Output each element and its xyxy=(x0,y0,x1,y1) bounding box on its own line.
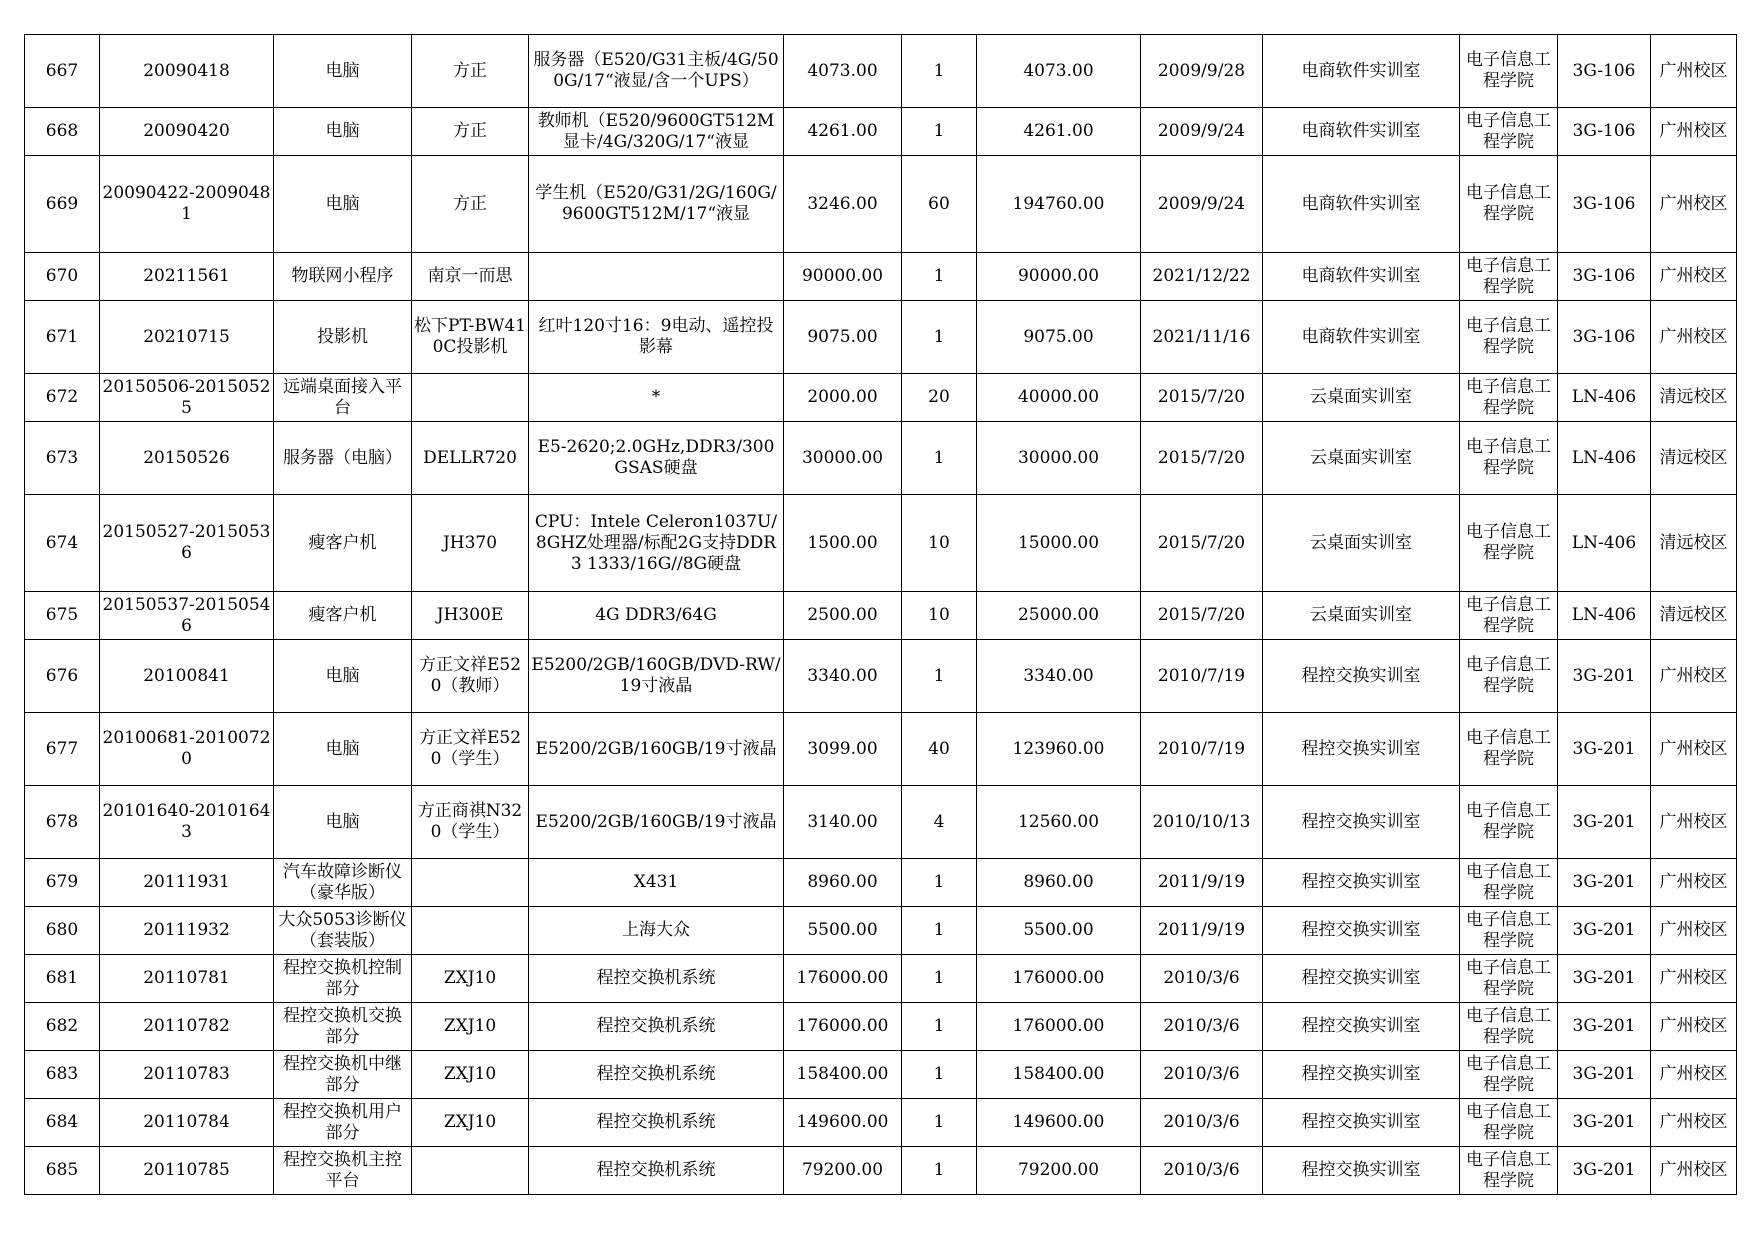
cell-asset-code: 20111931 xyxy=(100,859,274,907)
cell-specification: CPU：Intele Celeron1037U/8GHZ处理器/标配2G支持DDR3 1333/16G//8G硬盘 xyxy=(529,495,784,592)
cell-unit-price: 3140.00 xyxy=(784,786,902,859)
cell-asset-name: 瘦客户机 xyxy=(274,592,412,640)
cell-purchase-date: 2009/9/24 xyxy=(1141,108,1263,156)
cell-location: 3G-106 xyxy=(1558,253,1651,301)
cell-unit-price: 2500.00 xyxy=(784,592,902,640)
cell-brand-model xyxy=(412,374,529,422)
cell-purchase-date: 2010/3/6 xyxy=(1141,955,1263,1003)
cell-asset-code: 20110785 xyxy=(100,1147,274,1195)
cell-amount: 15000.00 xyxy=(977,495,1141,592)
cell-seq: 684 xyxy=(25,1099,100,1147)
cell-campus: 广州校区 xyxy=(1651,1051,1737,1099)
cell-asset-name: 电脑 xyxy=(274,786,412,859)
cell-brand-model: JH370 xyxy=(412,495,529,592)
cell-department: 电子信息工程学院 xyxy=(1460,640,1558,713)
cell-unit-price: 8960.00 xyxy=(784,859,902,907)
cell-amount: 4073.00 xyxy=(977,35,1141,108)
cell-quantity: 1 xyxy=(902,1051,977,1099)
cell-asset-code: 20090422-20090481 xyxy=(100,156,274,253)
cell-quantity: 1 xyxy=(902,1147,977,1195)
cell-location: LN-406 xyxy=(1558,495,1651,592)
cell-asset-name: 程控交换机控制部分 xyxy=(274,955,412,1003)
cell-specification: E5-2620;2.0GHz,DDR3/300GSAS硬盘 xyxy=(529,422,784,495)
cell-location: 3G-106 xyxy=(1558,156,1651,253)
cell-amount: 9075.00 xyxy=(977,301,1141,374)
table-row xyxy=(25,640,1737,713)
cell-seq: 667 xyxy=(25,35,100,108)
cell-campus: 广州校区 xyxy=(1651,1003,1737,1051)
cell-asset-name: 电脑 xyxy=(274,640,412,713)
cell-asset-code: 20150537-20150546 xyxy=(100,592,274,640)
cell-purchase-date: 2009/9/28 xyxy=(1141,35,1263,108)
cell-quantity: 1 xyxy=(902,301,977,374)
cell-lab-room: 云桌面实训室 xyxy=(1263,592,1460,640)
cell-unit-price: 3246.00 xyxy=(784,156,902,253)
cell-asset-code: 20110784 xyxy=(100,1099,274,1147)
cell-purchase-date: 2010/3/6 xyxy=(1141,1003,1263,1051)
table-row xyxy=(25,156,1737,253)
cell-location: 3G-201 xyxy=(1558,713,1651,786)
cell-seq: 672 xyxy=(25,374,100,422)
cell-specification: 教师机（E520/9600GT512M显卡/4G/320G/17“液显 xyxy=(529,108,784,156)
cell-unit-price: 79200.00 xyxy=(784,1147,902,1195)
cell-lab-room: 电商软件实训室 xyxy=(1263,301,1460,374)
cell-amount: 176000.00 xyxy=(977,1003,1141,1051)
cell-department: 电子信息工程学院 xyxy=(1460,592,1558,640)
cell-quantity: 60 xyxy=(902,156,977,253)
cell-purchase-date: 2009/9/24 xyxy=(1141,156,1263,253)
table-row xyxy=(25,1147,1737,1195)
cell-specification: * xyxy=(529,374,784,422)
cell-unit-price: 9075.00 xyxy=(784,301,902,374)
cell-purchase-date: 2015/7/20 xyxy=(1141,592,1263,640)
cell-specification: E5200/2GB/160GB/DVD-RW/19寸液晶 xyxy=(529,640,784,713)
cell-asset-name: 程控交换机主控平台 xyxy=(274,1147,412,1195)
cell-unit-price: 176000.00 xyxy=(784,955,902,1003)
cell-seq: 671 xyxy=(25,301,100,374)
cell-campus: 广州校区 xyxy=(1651,156,1737,253)
cell-campus: 广州校区 xyxy=(1651,1099,1737,1147)
cell-specification: 学生机（E520/G31/2G/160G/9600GT512M/17“液显 xyxy=(529,156,784,253)
cell-lab-room: 电商软件实训室 xyxy=(1263,35,1460,108)
cell-department: 电子信息工程学院 xyxy=(1460,374,1558,422)
cell-department: 电子信息工程学院 xyxy=(1460,108,1558,156)
table-row xyxy=(25,374,1737,422)
cell-location: 3G-201 xyxy=(1558,1099,1651,1147)
cell-seq: 682 xyxy=(25,1003,100,1051)
cell-asset-code: 20150527-20150536 xyxy=(100,495,274,592)
cell-lab-room: 云桌面实训室 xyxy=(1263,374,1460,422)
cell-brand-model: JH300E xyxy=(412,592,529,640)
cell-lab-room: 程控交换实训室 xyxy=(1263,786,1460,859)
cell-quantity: 1 xyxy=(902,108,977,156)
cell-department: 电子信息工程学院 xyxy=(1460,713,1558,786)
cell-amount: 158400.00 xyxy=(977,1051,1141,1099)
cell-seq: 670 xyxy=(25,253,100,301)
table-row xyxy=(25,422,1737,495)
cell-department: 电子信息工程学院 xyxy=(1460,907,1558,955)
cell-seq: 677 xyxy=(25,713,100,786)
cell-campus: 广州校区 xyxy=(1651,301,1737,374)
table-row xyxy=(25,253,1737,301)
cell-location: 3G-201 xyxy=(1558,1003,1651,1051)
cell-brand-model: ZXJ10 xyxy=(412,1051,529,1099)
cell-unit-price: 5500.00 xyxy=(784,907,902,955)
cell-location: LN-406 xyxy=(1558,374,1651,422)
cell-location: 3G-201 xyxy=(1558,1051,1651,1099)
cell-lab-room: 电商软件实训室 xyxy=(1263,156,1460,253)
cell-lab-room: 程控交换实训室 xyxy=(1263,1147,1460,1195)
table-row xyxy=(25,1099,1737,1147)
cell-unit-price: 149600.00 xyxy=(784,1099,902,1147)
cell-asset-name: 电脑 xyxy=(274,156,412,253)
cell-unit-price: 4073.00 xyxy=(784,35,902,108)
cell-location: 3G-201 xyxy=(1558,955,1651,1003)
cell-quantity: 40 xyxy=(902,713,977,786)
cell-lab-room: 程控交换实训室 xyxy=(1263,1099,1460,1147)
cell-specification: E5200/2GB/160GB/19寸液晶 xyxy=(529,713,784,786)
cell-department: 电子信息工程学院 xyxy=(1460,1051,1558,1099)
cell-asset-name: 瘦客户机 xyxy=(274,495,412,592)
cell-department: 电子信息工程学院 xyxy=(1460,301,1558,374)
table-row xyxy=(25,713,1737,786)
cell-seq: 676 xyxy=(25,640,100,713)
cell-unit-price: 4261.00 xyxy=(784,108,902,156)
cell-seq: 678 xyxy=(25,786,100,859)
cell-purchase-date: 2011/9/19 xyxy=(1141,859,1263,907)
cell-specification xyxy=(529,253,784,301)
cell-seq: 674 xyxy=(25,495,100,592)
cell-department: 电子信息工程学院 xyxy=(1460,1003,1558,1051)
table-row xyxy=(25,955,1737,1003)
cell-brand-model: 方正 xyxy=(412,108,529,156)
cell-asset-name: 大众5053诊断仪（套装版） xyxy=(274,907,412,955)
cell-asset-name: 电脑 xyxy=(274,35,412,108)
cell-brand-model: DELLR720 xyxy=(412,422,529,495)
cell-lab-room: 程控交换实训室 xyxy=(1263,1051,1460,1099)
cell-specification: 红叶120寸16：9电动、遥控投影幕 xyxy=(529,301,784,374)
cell-campus: 广州校区 xyxy=(1651,907,1737,955)
cell-lab-room: 程控交换实训室 xyxy=(1263,713,1460,786)
cell-campus: 广州校区 xyxy=(1651,108,1737,156)
cell-asset-code: 20110783 xyxy=(100,1051,274,1099)
cell-quantity: 1 xyxy=(902,1099,977,1147)
cell-seq: 679 xyxy=(25,859,100,907)
cell-seq: 685 xyxy=(25,1147,100,1195)
cell-purchase-date: 2011/9/19 xyxy=(1141,907,1263,955)
cell-specification: 程控交换机系统 xyxy=(529,1051,784,1099)
cell-unit-price: 176000.00 xyxy=(784,1003,902,1051)
cell-campus: 广州校区 xyxy=(1651,253,1737,301)
table-row xyxy=(25,108,1737,156)
cell-location: LN-406 xyxy=(1558,592,1651,640)
cell-asset-code: 20090418 xyxy=(100,35,274,108)
cell-lab-room: 程控交换实训室 xyxy=(1263,640,1460,713)
cell-unit-price: 3340.00 xyxy=(784,640,902,713)
cell-quantity: 1 xyxy=(902,640,977,713)
table-row xyxy=(25,859,1737,907)
cell-asset-code: 20150526 xyxy=(100,422,274,495)
cell-asset-code: 20100841 xyxy=(100,640,274,713)
cell-amount: 5500.00 xyxy=(977,907,1141,955)
cell-specification: 程控交换机系统 xyxy=(529,1147,784,1195)
cell-unit-price: 2000.00 xyxy=(784,374,902,422)
cell-brand-model: ZXJ10 xyxy=(412,1099,529,1147)
cell-location: 3G-106 xyxy=(1558,35,1651,108)
cell-quantity: 10 xyxy=(902,592,977,640)
cell-specification: 程控交换机系统 xyxy=(529,1003,784,1051)
cell-lab-room: 云桌面实训室 xyxy=(1263,422,1460,495)
cell-asset-name: 远端桌面接入平台 xyxy=(274,374,412,422)
asset-table-body xyxy=(25,35,1737,1195)
cell-specification: X431 xyxy=(529,859,784,907)
cell-quantity: 4 xyxy=(902,786,977,859)
cell-asset-code: 20210715 xyxy=(100,301,274,374)
cell-seq: 680 xyxy=(25,907,100,955)
cell-campus: 广州校区 xyxy=(1651,955,1737,1003)
cell-purchase-date: 2021/12/22 xyxy=(1141,253,1263,301)
asset-table xyxy=(24,34,1737,1195)
cell-purchase-date: 2015/7/20 xyxy=(1141,374,1263,422)
cell-purchase-date: 2010/3/6 xyxy=(1141,1051,1263,1099)
cell-department: 电子信息工程学院 xyxy=(1460,422,1558,495)
cell-brand-model xyxy=(412,907,529,955)
cell-brand-model: 方正文祥E520（教师） xyxy=(412,640,529,713)
cell-brand-model: 方正商祺N320（学生） xyxy=(412,786,529,859)
cell-campus: 广州校区 xyxy=(1651,640,1737,713)
cell-location: 3G-106 xyxy=(1558,108,1651,156)
cell-location: 3G-201 xyxy=(1558,640,1651,713)
cell-campus: 广州校区 xyxy=(1651,859,1737,907)
table-row xyxy=(25,907,1737,955)
cell-seq: 669 xyxy=(25,156,100,253)
cell-specification: 4G DDR3/64G xyxy=(529,592,784,640)
cell-amount: 8960.00 xyxy=(977,859,1141,907)
cell-lab-room: 程控交换实训室 xyxy=(1263,907,1460,955)
cell-amount: 194760.00 xyxy=(977,156,1141,253)
table-row xyxy=(25,1003,1737,1051)
cell-unit-price: 3099.00 xyxy=(784,713,902,786)
cell-campus: 广州校区 xyxy=(1651,1147,1737,1195)
cell-location: 3G-106 xyxy=(1558,301,1651,374)
cell-asset-name: 服务器（电脑） xyxy=(274,422,412,495)
cell-asset-code: 20111932 xyxy=(100,907,274,955)
cell-brand-model: 方正文祥E520（学生） xyxy=(412,713,529,786)
cell-brand-model: 南京一而思 xyxy=(412,253,529,301)
cell-asset-name: 电脑 xyxy=(274,108,412,156)
cell-amount: 90000.00 xyxy=(977,253,1141,301)
cell-amount: 4261.00 xyxy=(977,108,1141,156)
table-row xyxy=(25,495,1737,592)
cell-purchase-date: 2015/7/20 xyxy=(1141,495,1263,592)
cell-department: 电子信息工程学院 xyxy=(1460,859,1558,907)
cell-purchase-date: 2021/11/16 xyxy=(1141,301,1263,374)
table-row xyxy=(25,786,1737,859)
cell-brand-model: ZXJ10 xyxy=(412,955,529,1003)
table-row xyxy=(25,35,1737,108)
cell-asset-code: 20110782 xyxy=(100,1003,274,1051)
cell-seq: 668 xyxy=(25,108,100,156)
cell-department: 电子信息工程学院 xyxy=(1460,253,1558,301)
cell-asset-code: 20090420 xyxy=(100,108,274,156)
cell-campus: 广州校区 xyxy=(1651,786,1737,859)
cell-campus: 广州校区 xyxy=(1651,35,1737,108)
cell-lab-room: 云桌面实训室 xyxy=(1263,495,1460,592)
table-row xyxy=(25,301,1737,374)
cell-specification: 程控交换机系统 xyxy=(529,1099,784,1147)
cell-unit-price: 90000.00 xyxy=(784,253,902,301)
cell-brand-model xyxy=(412,1147,529,1195)
cell-quantity: 1 xyxy=(902,253,977,301)
cell-location: 3G-201 xyxy=(1558,786,1651,859)
cell-lab-room: 程控交换实训室 xyxy=(1263,955,1460,1003)
cell-brand-model xyxy=(412,859,529,907)
cell-unit-price: 158400.00 xyxy=(784,1051,902,1099)
cell-department: 电子信息工程学院 xyxy=(1460,1147,1558,1195)
cell-brand-model: 方正 xyxy=(412,156,529,253)
cell-campus: 清远校区 xyxy=(1651,374,1737,422)
cell-asset-code: 20150506-20150525 xyxy=(100,374,274,422)
cell-lab-room: 电商软件实训室 xyxy=(1263,253,1460,301)
cell-unit-price: 1500.00 xyxy=(784,495,902,592)
cell-amount: 30000.00 xyxy=(977,422,1141,495)
cell-asset-code: 20211561 xyxy=(100,253,274,301)
cell-quantity: 1 xyxy=(902,907,977,955)
cell-asset-code: 20101640-20101643 xyxy=(100,786,274,859)
cell-amount: 149600.00 xyxy=(977,1099,1141,1147)
cell-specification: 上海大众 xyxy=(529,907,784,955)
cell-quantity: 20 xyxy=(902,374,977,422)
cell-amount: 176000.00 xyxy=(977,955,1141,1003)
cell-seq: 673 xyxy=(25,422,100,495)
cell-specification: 服务器（E520/G31主板/4G/500G/17“液显/含一个UPS） xyxy=(529,35,784,108)
cell-quantity: 1 xyxy=(902,859,977,907)
cell-amount: 25000.00 xyxy=(977,592,1141,640)
cell-quantity: 1 xyxy=(902,955,977,1003)
cell-brand-model: 松下PT-BW410C投影机 xyxy=(412,301,529,374)
cell-purchase-date: 2015/7/20 xyxy=(1141,422,1263,495)
cell-amount: 79200.00 xyxy=(977,1147,1141,1195)
cell-lab-room: 程控交换实训室 xyxy=(1263,1003,1460,1051)
cell-purchase-date: 2010/10/13 xyxy=(1141,786,1263,859)
cell-campus: 清远校区 xyxy=(1651,592,1737,640)
cell-asset-name: 程控交换机用户部分 xyxy=(274,1099,412,1147)
cell-location: 3G-201 xyxy=(1558,859,1651,907)
cell-amount: 3340.00 xyxy=(977,640,1141,713)
cell-seq: 681 xyxy=(25,955,100,1003)
cell-department: 电子信息工程学院 xyxy=(1460,955,1558,1003)
cell-location: LN-406 xyxy=(1558,422,1651,495)
cell-quantity: 1 xyxy=(902,422,977,495)
cell-purchase-date: 2010/7/19 xyxy=(1141,640,1263,713)
cell-purchase-date: 2010/3/6 xyxy=(1141,1099,1263,1147)
cell-lab-room: 电商软件实训室 xyxy=(1263,108,1460,156)
cell-asset-name: 投影机 xyxy=(274,301,412,374)
cell-asset-name: 汽车故障诊断仪（豪华版） xyxy=(274,859,412,907)
cell-brand-model: ZXJ10 xyxy=(412,1003,529,1051)
cell-seq: 683 xyxy=(25,1051,100,1099)
cell-department: 电子信息工程学院 xyxy=(1460,35,1558,108)
cell-department: 电子信息工程学院 xyxy=(1460,156,1558,253)
cell-location: 3G-201 xyxy=(1558,907,1651,955)
cell-asset-code: 20110781 xyxy=(100,955,274,1003)
cell-quantity: 10 xyxy=(902,495,977,592)
cell-campus: 广州校区 xyxy=(1651,713,1737,786)
cell-campus: 清远校区 xyxy=(1651,495,1737,592)
cell-quantity: 1 xyxy=(902,1003,977,1051)
cell-location: 3G-201 xyxy=(1558,1147,1651,1195)
cell-asset-name: 程控交换机中继部分 xyxy=(274,1051,412,1099)
cell-amount: 12560.00 xyxy=(977,786,1141,859)
cell-specification: 程控交换机系统 xyxy=(529,955,784,1003)
cell-asset-name: 电脑 xyxy=(274,713,412,786)
cell-specification: E5200/2GB/160GB/19寸液晶 xyxy=(529,786,784,859)
cell-asset-name: 程控交换机交换部分 xyxy=(274,1003,412,1051)
cell-department: 电子信息工程学院 xyxy=(1460,786,1558,859)
cell-asset-name: 物联网小程序 xyxy=(274,253,412,301)
cell-seq: 675 xyxy=(25,592,100,640)
cell-brand-model: 方正 xyxy=(412,35,529,108)
table-row xyxy=(25,1051,1737,1099)
cell-amount: 40000.00 xyxy=(977,374,1141,422)
cell-lab-room: 程控交换实训室 xyxy=(1263,859,1460,907)
cell-unit-price: 30000.00 xyxy=(784,422,902,495)
cell-purchase-date: 2010/7/19 xyxy=(1141,713,1263,786)
cell-department: 电子信息工程学院 xyxy=(1460,495,1558,592)
cell-amount: 123960.00 xyxy=(977,713,1141,786)
cell-asset-code: 20100681-20100720 xyxy=(100,713,274,786)
cell-quantity: 1 xyxy=(902,35,977,108)
cell-campus: 清远校区 xyxy=(1651,422,1737,495)
table-row xyxy=(25,592,1737,640)
cell-purchase-date: 2010/3/6 xyxy=(1141,1147,1263,1195)
cell-department: 电子信息工程学院 xyxy=(1460,1099,1558,1147)
